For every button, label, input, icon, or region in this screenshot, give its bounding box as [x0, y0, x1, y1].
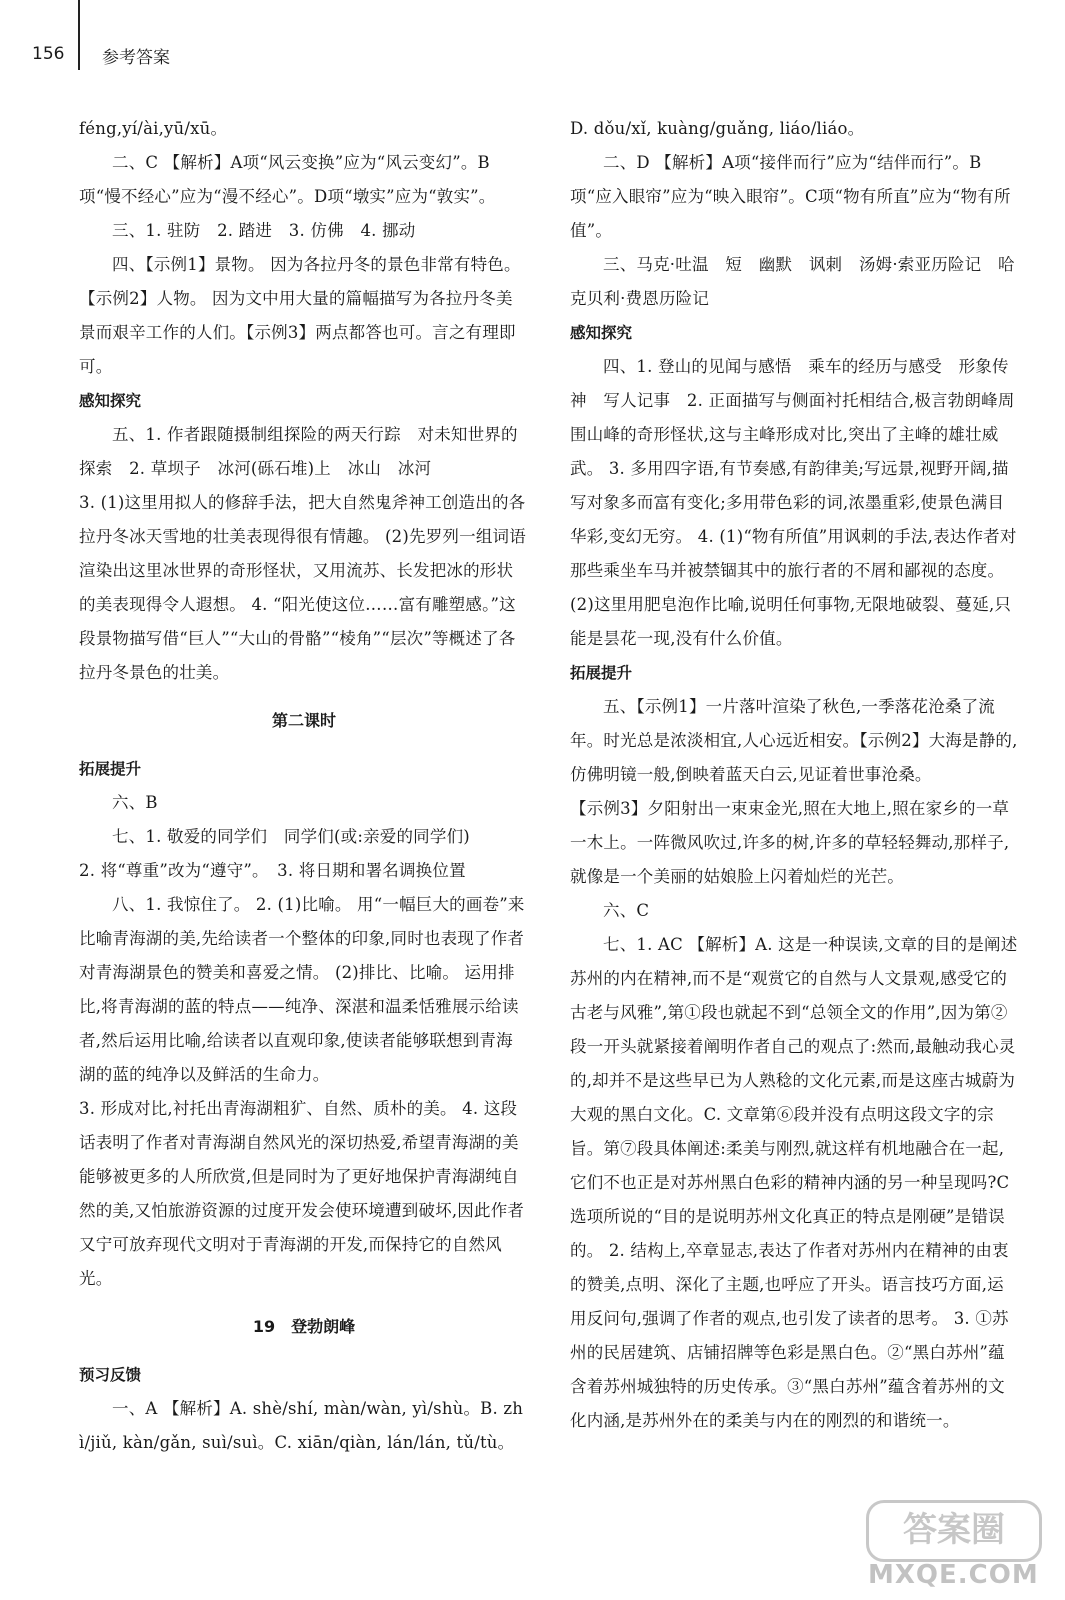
right-paragraph: 六、C [603, 901, 650, 920]
left-paragraph: 3. (1)这里用拟人的修辞手法，把大自然鬼斧神工创造出的各拉丹冬冰天雪地的壮美表现得很有情趣。 (2)先罗列一组词语渲染出这里冰世界的奇形怪状，又用流苏、长发把冰的形状的美表现得令人遐想。 4. “阳光使这位……富有雕塑感。”这段景物描写借“巨人”“大山的骨骼”“棱角”“层次”等概述了各拉丹冬景色的壮美。 [79, 493, 526, 682]
left-paragraph: 3. 形成对比,衬托出青海湖粗犷、自然、质朴的美。 4. 这段话表明了作者对青海湖自然风光的深切热爱,希望青海湖的美能够被更多的人所欣赏,但是同时为了更好地保护青海湖纯自然的美,又怕旅游资源的过度开发会使环境遭到破坏,因此作者又宁可放弃现代文明对于青海湖的开发,而保持它的自然风光。 [79, 1099, 525, 1288]
right-paragraph: 三、马克·吐温 短 幽默 讽刺 汤姆·索亚历险记 哈克贝利·费恩历险记 [570, 255, 1015, 308]
header-divider [78, 0, 80, 70]
left-paragraph: 八、1. 我惊住了。 2. (1)比喻。 用“一幅巨大的画卷”来比喻青海湖的美,先给读者一个整体的印象,同时也表现了作者对青海湖景色的赞美和喜爱之情。 (2)排比、比喻。 运用排比,将青海湖的蓝的特点——纯净、深湛和温柔恬雅展示给读者,然后运用比喻,给读者以直观印象,使读者能够联想到青海湖的蓝的纯净以及鲜活的生命力。 [79, 895, 525, 1084]
watermark-logo: 答案圈 [866, 1500, 1042, 1562]
left-column [79, 112, 529, 1460]
left-paragraph: féng,yí/ài,yū/xū。 [79, 119, 228, 138]
lesson-heading: 第二课时 [271, 711, 336, 730]
section-heading: 感知探究 [79, 392, 142, 410]
left-paragraph: 四、【示例1】景物。 因为各拉丹冬的景色非常有特色。【示例2】人物。 因为文中用大量的篇幅描写为各拉丹冬美景而艰辛工作的人们。【示例3】两点都答也可。言之有理即可。 [79, 255, 521, 376]
left-paragraph: 六、B [112, 793, 158, 812]
section-heading: 拓展提升 [79, 760, 142, 778]
lesson-heading: 19 登勃朗峰 [252, 1317, 356, 1336]
right-paragraph: 五、【示例1】一片落叶渲染了秋色,一季落花沧桑了流年。时光总是浓淡相宜,人心远近相安。【示例2】大海是静的,仿佛明镜一般,倒映着蓝天白云,见证着世事沧桑。 [570, 697, 1018, 784]
right-paragraph: 二、D 【解析】A项“接伴而行”应为“结伴而行”。B项“应入眼帘”应为“映入眼帘”。C项“物有所直”应为“物有所值”。 [570, 153, 1011, 240]
left-paragraph: 一、A 【解析】A. shè/shí, màn/wàn, yì/shù。B. zhì/jiǔ, kàn/gǎn, suì/suì。C. xiān/qiàn, lán/lán, tǔ/tù。 [79, 1399, 524, 1452]
left-paragraph: 七、1. 敬爱的同学们 同学们(或:亲爱的同学们) [112, 827, 470, 846]
watermark [848, 1500, 1048, 1596]
right-paragraph: D. dǒu/xǐ, kuàng/guǎng, liáo/liáo。 [570, 119, 865, 138]
header-title: 参考答案 [102, 48, 170, 68]
right-paragraph: 【示例3】夕阳射出一束束金光,照在大地上,照在家乡的一草一木上。一阵微风吹过,许多的树,许多的草轻轻舞动,那样子,就像是一个美丽的姑娘脸上闪着灿烂的光芒。 [570, 799, 1010, 886]
left-paragraph: 二、C 【解析】A项“风云变换”应为“风云变幻”。B项“慢不经心”应为“漫不经心”。D项“墩实”应为“敦实”。 [79, 153, 496, 206]
page-header [0, 0, 1065, 90]
page-number: 156 [32, 44, 65, 64]
section-heading: 拓展提升 [570, 664, 633, 682]
section-heading: 预习反馈 [79, 1366, 142, 1384]
left-paragraph: 2. 将“尊重”改为“遵守”。 3. 将日期和署名调换位置 [79, 861, 466, 880]
watermark-url: MXQE.COM [868, 1560, 1039, 1590]
right-column [570, 112, 1020, 1438]
left-paragraph: 五、1. 作者跟随摄制组探险的两天行踪 对未知世界的探索 2. 草坝子 冰河(砾石堆)上 冰山 冰河 [79, 425, 518, 478]
left-paragraph: 三、1. 驻防 2. 踏进 3. 仿佛 4. 挪动 [112, 221, 416, 240]
right-paragraph: 四、1. 登山的见闻与感悟 乘车的经历与感受 形象传神 写人记事 2. 正面描写与侧面衬托相结合,极言勃朗峰周围山峰的奇形怪状,这与主峰形成对比,突出了主峰的雄壮威武。 3. 多用四字语,有节奏感,有韵律美;写远景,视野开阔,描写对象多而富有变化;多用带色彩的词,浓墨重彩,使景色满目华彩,变幻无穷。 4. (1)“物有所值”用讽刺的手法,表达作者对那些乘坐车马并被禁锢其中的旅行者的不屑和鄙视的态度。 (2)这里用肥皂泡作比喻,说明任何事物,无限地破裂、蔓延,只能是昙花一现,没有什么价值。 [570, 357, 1017, 648]
section-heading: 感知探究 [570, 324, 633, 342]
right-paragraph: 七、1. AC 【解析】A. 这是一种误读,文章的目的是阐述苏州的内在精神,而不是“观赏它的自然与人文景观,感受它的古老与风雅”,第①段也就起不到“总领全文的作用”,因为第②段一开头就紧接着阐明作者自己的观点了:然而,最触动我心灵的,却并不是这些早已为人熟稔的文化元素,而是这座古城蔚为大观的黑白文化。C. 文章第⑥段并没有点明这段文字的宗旨。第⑦段具体阐述:柔美与刚烈,就这样有机地融合在一起,它们不也正是对苏州黑白色彩的精神内涵的另一种呈现吗?C选项所说的“目的是说明苏州文化真正的特点是刚硬”是错误的。 2. 结构上,卒章显志,表达了作者对苏州内在精神的由衷的赞美,点明、深化了主题,也呼应了开头。语言技巧方面,运用反问句,强调了作者的观点,也引发了读者的思考。 3. ①苏州的民居建筑、店铺招牌等色彩是黑白色。②“黑白苏州”蕴含着苏州城独特的历史传承。③“黑白苏州”蕴含着苏州的文化内涵,是苏州外在的柔美与内在的刚烈的和谐统一。 [570, 935, 1018, 1430]
